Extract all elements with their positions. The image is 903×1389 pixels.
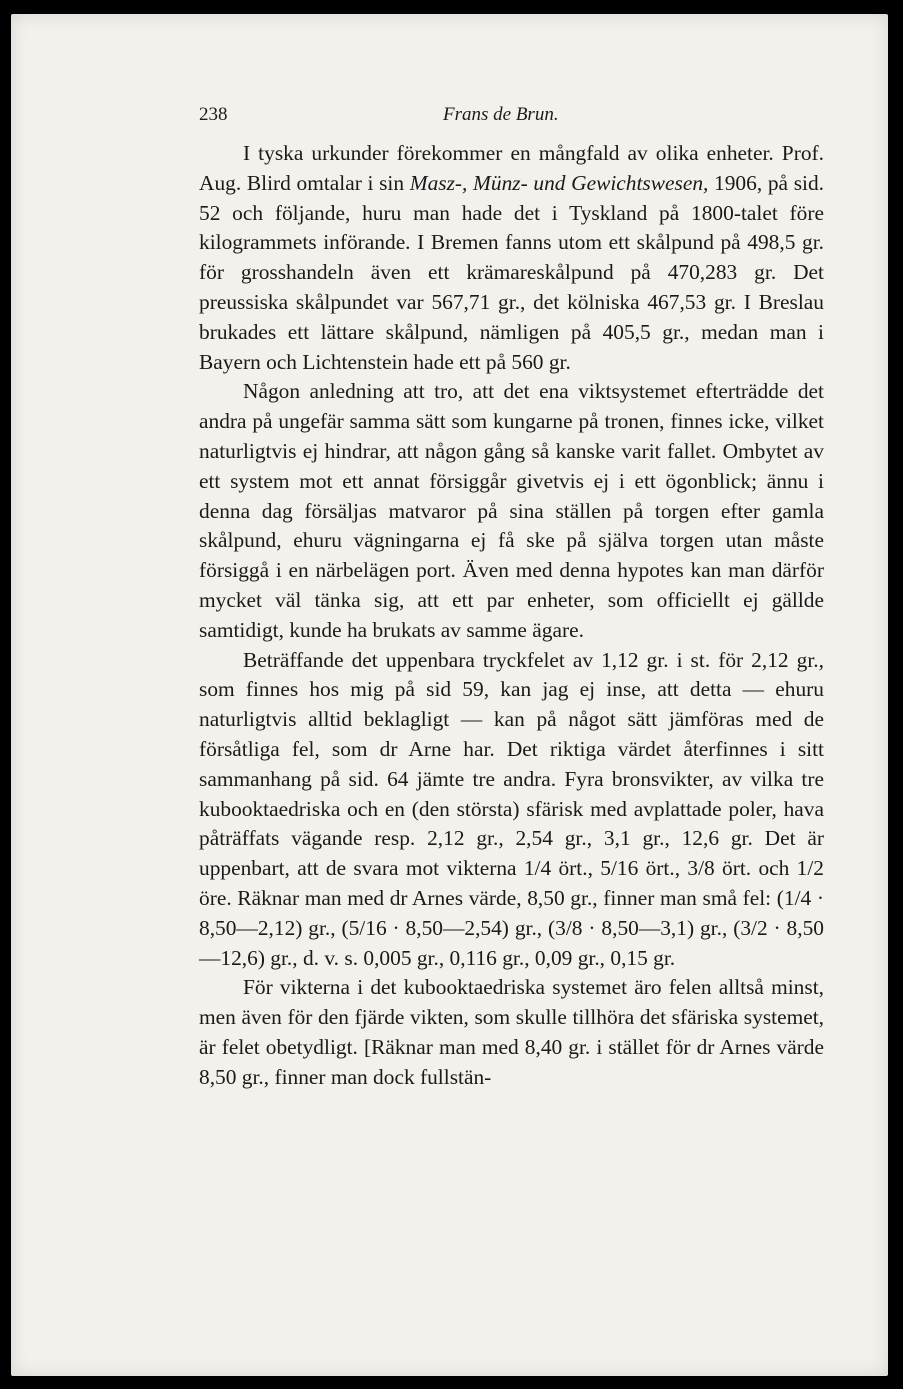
body-text: [199, 139, 824, 1093]
paragraph-3: Beträffande det uppenbara tryckfelet av 1,12 gr. i st. för 2,12 gr., som finnes hos mig på sid 59, kan jag ej inse, att detta — ehuru naturligtvis alltid beklagligt — kan på något sätt jämföras med de försåtliga fel, som dr Arne har. Det riktiga värdet återfinnes i sitt sammanhang på sid. 64 jämte tre andra. Fyra bronsvikter, av vilka tre kubooktaedriska och en (den största) sfärisk med avplattade poler, hava påträffats vägande resp. 2,12 gr., 2,54 gr., 3,1 gr., 12,6 gr. Det är uppenbart, att de svara mot vikterna 1/4 ört., 5/16 ört., 3/8 ört. och 1/2 öre. Räknar man med dr Arnes värde, 8,50 gr., finner man små fel: (1/4 · 8,50—2,12) gr., (5/16 · 8,50—2,54) gr., (3/8 · 8,50—3,1) gr., (3/2 · 8,50—12,6) gr., d. v. s. 0,005 gr., 0,116 gr., 0,09 gr., 0,15 gr.: [199, 647, 824, 970]
paragraph-1-text-start: I tyska urkunder förekommer en mångfald av olika enheter. Prof. Aug. Blird omtalar i sin: [199, 141, 824, 195]
paragraph-1: [199, 139, 824, 377]
running-title: Frans de Brun.: [443, 104, 559, 125]
paragraph-2: Någon anledning att tro, att det ena viktsystemet efterträdde det andra på ungefär samma sätt som kungarne på tronen, finnes icke, vilket naturligtvis ej hindrar, att någon gång så kanske varit fallet. Ombytet av ett system mot ett annat försiggår givetvis ej i ett ögonblick; ännu i denna dag försäljas matvaror på sina ställen på torgen efter gamla skålpund, ehuru vägningarna ej få ske på själva torgen utan måste försiggå i en närbelägen port. Även med denna hypotes kan man därför mycket väl tänka sig, att ett par enheter, som officiellt ej gällde samtidigt, kunde ha brukats av samme ägare.: [199, 379, 824, 642]
paragraph-4: För vikterna i det kubooktaedriska systemet äro felen alltså minst, men även för den fjärde vikten, som skulle tillhöra det sfäriska systemet, är felet obetydligt. [Räknar man med 8,40 gr. i stället för dr Arnes värde 8,50 gr., finner man dock fullstän-: [199, 975, 824, 1089]
paragraph-1-text-end: 1906, på sid. 52 och följande, huru man hade det i Tyskland på 1800-talet före kilogrammets införande. I Bremen fanns utom ett skålpund på 498,5 gr. för grosshandeln även ett krämareskålpund på 470,283 gr. Det preussiska skålpundet var 567,71 gr., det kölniska 467,53 gr. I Breslau brukades ett lättare skålpund, nämligen på 405,5 gr., medan man i Bayern och Lichtenstein hade ett på 560 gr.: [199, 170, 825, 374]
page-header: [199, 98, 824, 128]
book-title-italic: Masz-, Münz- und Gewichtswesen,: [409, 170, 709, 195]
page-number: 238: [199, 104, 228, 125]
